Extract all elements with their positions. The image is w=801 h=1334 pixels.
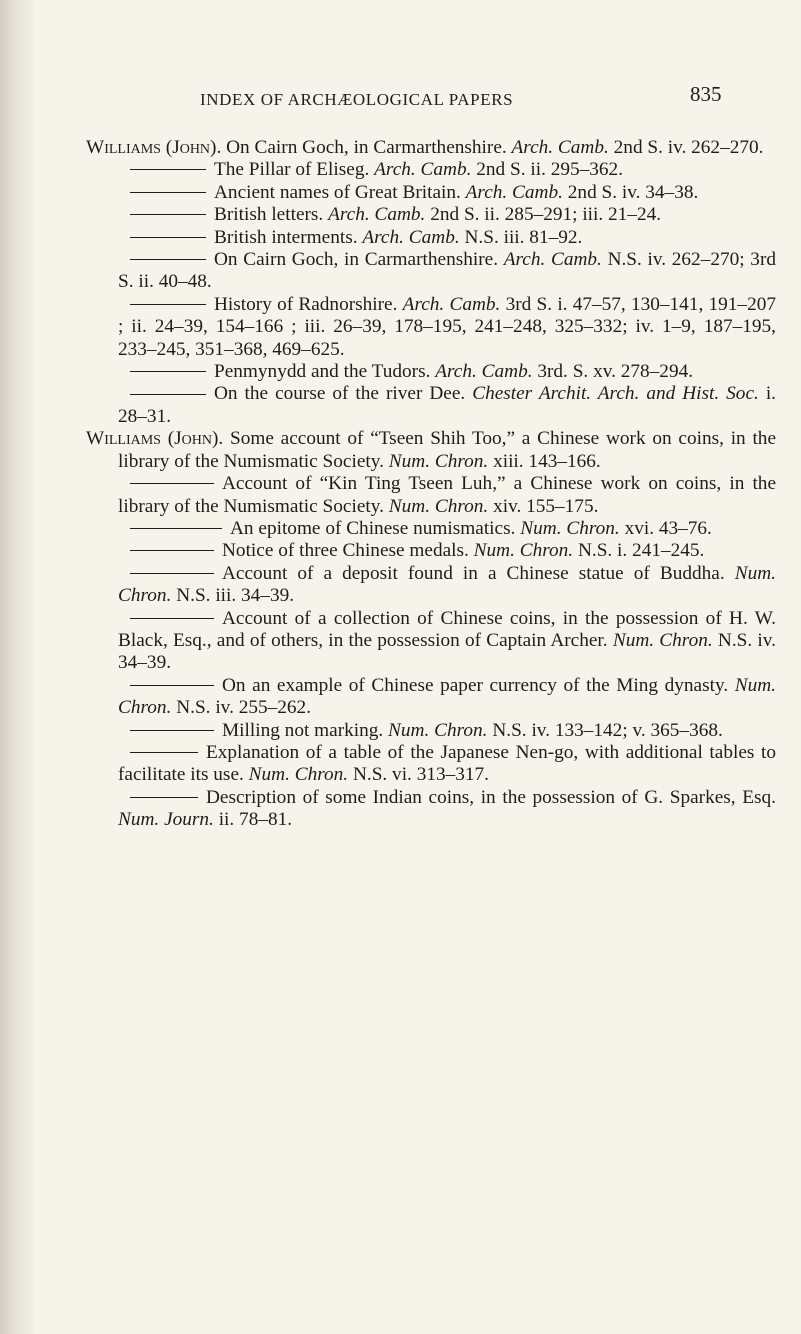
ditto-dash [130,573,214,574]
entry-reference: xiv. 155–175. [493,495,599,517]
entry-reference: N.S. iii. 34–39. [176,585,295,607]
entry-reference: N.S. iv. 34–39. [118,629,776,674]
entry-source: Arch. Camb. [503,249,602,271]
entry-source: Num. Chron. [118,674,776,719]
index-entry [86,518,776,540]
entry-title: On an example of Chinese paper currency of the Ming dynasty. [222,674,729,696]
entry-title: The Pillar of Eliseg. [214,159,370,181]
entry-source: Num. Chron. [118,562,776,607]
entry-source: Arch. Camb. [465,181,563,203]
index-entry [86,563,776,608]
running-head: INDEX OF ARCHÆOLOGICAL PAPERS [200,90,514,109]
ditto-dash [130,797,198,798]
entry-reference: ii. 78–81. [218,809,293,831]
entry-title: Some account of “Tseen Shih Too,” a Chinese work on coins, in the library of the Numismatic Society. [118,428,776,472]
entry-title: An epitome of Chinese numismatics. [230,517,516,539]
ditto-dash [130,169,206,170]
entry-title: On Cairn Goch, in Carmarthenshire. [214,249,499,271]
index-entry [86,540,776,562]
ditto-dash [130,618,214,619]
entry-reference: xiii. 143–166. [493,450,601,472]
index-entry [86,227,776,249]
entry-reference: N.S. iv. 262–270; 3rd S. ii. 40–48. [118,249,777,293]
entry-reference: N.S. iv. 133–142; v. 365–368. [492,719,723,741]
entry-title: Description of some Indian coins, in the possession of G. Sparkes, Esq. [206,786,776,808]
entry-source: Num. Chron. [388,495,489,517]
page-spine-shadow [0,0,34,1334]
index-entry [86,608,776,675]
index-entry [86,361,776,383]
entry-author: Williams (John). [86,428,224,450]
ditto-dash [130,237,206,238]
ditto-dash [130,730,214,731]
ditto-dash [130,752,198,753]
ditto-dash [130,304,206,305]
page-header [0,82,801,112]
entry-title: On Cairn Goch, in Carmarthenshire. [226,137,507,158]
entry-title: History of Radnorshire. [214,293,398,315]
index-entry [86,720,776,742]
index-entry [86,182,776,204]
index-entry [86,294,776,361]
entry-source: Num. Chron. [388,719,488,741]
entry-reference: N.S. iv. 255–262. [176,697,312,719]
index-entry [86,137,776,159]
ditto-dash [130,192,206,193]
ditto-dash [130,394,206,395]
entry-source: Num. Chron. [473,540,574,562]
entry-source: Arch. Camb. [328,204,426,226]
index-entry [86,675,776,720]
ditto-dash [130,550,214,551]
entry-source: Chester Archit. Arch. and Hist. Soc. [472,383,759,405]
index-entry [86,159,776,181]
entry-source: Num. Chron. [612,629,713,651]
index-entry [86,428,776,473]
entry-reference: 3rd S. i. 47–57, 130–141, 191–207 ; ii. 24–39, 154–166 ; iii. 26–39, 178–195, 241–248, 325–332; iv. 1–9, 187–195, 233–245, 351–368, 469–625. [118,293,776,360]
entry-title: British letters. [214,204,324,226]
entry-title: British interments. [214,226,358,248]
entry-reference: N.S. i. 241–245. [577,540,705,562]
ditto-dash [130,685,214,686]
ditto-dash [130,214,206,215]
entry-title: Notice of three Chinese medals. [222,540,469,562]
entry-reference: N.S. vi. 313–317. [352,764,490,786]
ditto-dash [130,483,214,484]
entry-reference: N.S. iii. 81–92. [464,226,583,248]
index-entry [86,383,776,428]
entry-reference: 2nd S. iv. 262–270. [613,137,764,158]
entry-source: Arch. Camb. [362,226,460,248]
entry-source: Arch. Camb. [374,159,472,181]
entry-source: Arch. Camb. [402,293,501,315]
entry-source: Num. Chron. [248,764,349,786]
entry-reference: 2nd S. ii. 295–362. [476,159,624,181]
entry-title: Penmynydd and the Tudors. [214,361,431,383]
entry-reference: i. 28–31. [118,383,776,427]
entry-title: Explanation of a table of the Japanese Nen-go, with additional tables to facilitate its use. [118,741,776,786]
entry-title: Account of a deposit found in a Chinese statue of Buddha. [222,562,725,584]
entry-title: Account of a collection of Chinese coins, in the possession of H. W. Black, Esq., and of others, in the possession of Captain Archer. [118,607,776,651]
entry-reference: 3rd. S. xv. 278–294. [537,361,694,383]
entry-source: Arch. Camb. [435,361,533,383]
entry-title: On the course of the river Dee. [214,383,466,405]
ditto-dash [130,528,222,529]
index-entry [86,249,776,294]
entry-reference: xvi. 43–76. [624,517,712,539]
entry-reference: 2nd S. ii. 285–291; iii. 21–24. [430,204,662,226]
index-entry [86,742,776,787]
entry-source: Num. Journ. [118,809,214,831]
page-number: 835 [690,82,722,106]
ditto-dash [130,371,206,372]
index-entries [86,137,776,832]
index-entry [86,204,776,226]
ditto-dash [130,259,206,260]
index-entry [86,787,776,832]
entry-source: Arch. Camb. [511,137,609,158]
entry-title: Account of “Kin Ting Tseen Luh,” a Chinese work on coins, in the library of the Numismatic Society. [118,473,776,517]
index-entry [86,473,776,518]
entry-reference: 2nd S. iv. 34–38. [567,181,699,203]
entry-source: Num. Chron. [520,517,620,539]
entry-title: Milling not marking. [222,719,384,741]
entry-title: Ancient names of Great Britain. [214,181,461,203]
entry-source: Num. Chron. [388,450,489,472]
entry-author: Williams (John). [86,137,222,158]
